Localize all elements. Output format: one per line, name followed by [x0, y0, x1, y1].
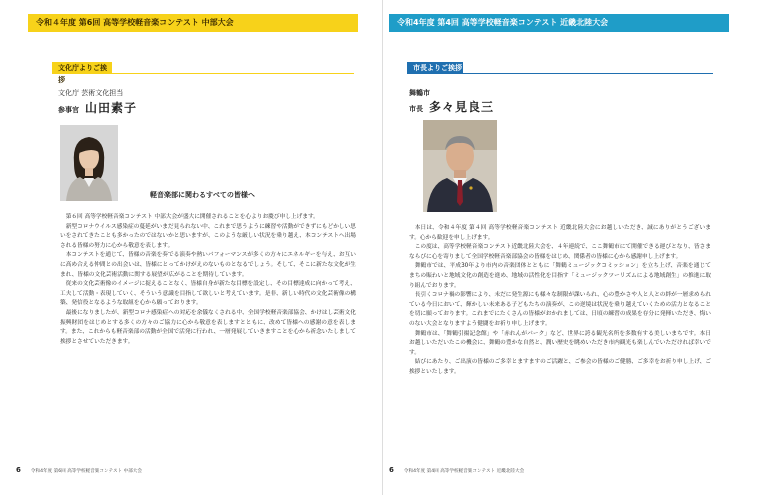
paragraph: 舞鶴市では、平成30年より市内の音楽団体とともに「舞鶴ミュージックコミッション」を立ち上げ、音楽を通じてまちの賑わいと地域文化の創造を進め、地域の活性化を目指す「ミュージックツーリズムによる地域創生」の推進に取り組んでおります。	[409, 263, 711, 289]
paragraph: 最後になりましたが、新型コロナ感染症への対応を余儀なくされる中、全国学校軽音楽部協会、かけはし芸術文化振興財団をはじめとする多くの方々のご協力に心から敬意を表しますとともに、改めて皆様への感謝の意を表します。また、これからも軽音楽部の活動が全国で活発に行われ、一層発展していきますことを心から祈念いたしまして挨拶とさせていただきます。	[60, 309, 356, 345]
portrait-photo	[60, 125, 118, 201]
paragraph: 第６回 高等学校軽音楽コンテスト 中部大会が盛大に開催されることを心よりお慶び申し上げます。	[65, 214, 319, 220]
paragraph: 従来の文化芸術像のイメージに捉えることなく、皆様自身が新たな目標を設定し、その目標達成に向かって考え、工夫して活動・表現していく、そういう意識を目指して欲しいと考えています。是非、新しい時代の文化芸術像の構築、発信役となるような取組を心から願っております。	[60, 281, 356, 307]
paragraph: 本コンテストを通じて、皆様の音楽を奏でる演奏や熱いパフォーマンスが多くの方々にエネルギーを与え、お互いに高め合える仲間との出会いは、皆様にとってかけがえのないものとなるでしょう。そして、そこに新たな文化が生まれ、皆様の文化芸術活動に関する展望が広がることを期待しています。	[60, 252, 356, 278]
right-page	[383, 0, 766, 495]
person-title: 参事官	[58, 106, 79, 114]
greeting-body	[409, 224, 711, 378]
footer-text: 令和4年度 第6回 高等学校軽音楽コンテスト 中部大会	[30, 469, 142, 474]
portrait-photo	[423, 120, 497, 212]
paragraph: 本日は、令和４年度 第４回 高等学校軽音楽コンテスト 近畿北陸大会にお越しいただき、誠にありがとうございます。心から歓迎を申し上げます。	[409, 225, 711, 241]
organization: 舞鶴市	[409, 89, 430, 97]
header-banner: 令和4年度 第4回 高等学校軽音楽コンテスト 近畿北陸大会	[389, 14, 729, 32]
page-footer	[16, 466, 142, 474]
footer-text: 令和4年度 第4回 高等学校軽音楽コンテスト 近畿北陸大会	[403, 469, 525, 474]
paragraph: 舞鶴市は、「舞鶴引揚記念館」や「赤れんがパーク」など、世界に誇る観光名所を多数有する美しいまちです。本日お越しいただいたこの機会に、舞鶴の豊かな自然と、潤い歴史を眺めいただき市内観光も楽しんでいただければ幸いです。	[409, 330, 711, 356]
paragraph: この度は、高等学校軽音楽コンテスト近畿北陸大会を、４年連続で、ここ舞鶴市にて開催できる運びとなり、皆さまならびに心を寄りまして全国学校軽音楽部協会の皆様をはじめ、関係者の皆様に心から感謝申し上げます。	[409, 244, 711, 260]
page-number: 6	[16, 466, 21, 474]
paragraph: 結びにあたり、ご出演の皆様のご多幸とますますのご活躍と、ご参会の皆様のご健勝、ご多幸をお祈り申し上げ、ご挨拶といたします。	[409, 359, 711, 375]
signatory	[409, 98, 494, 115]
section-label: 市長よりご挨拶	[407, 62, 463, 74]
greeting-subtitle: 軽音楽部に関わるすべての皆様へ	[150, 191, 255, 199]
person-title: 市長	[409, 105, 423, 113]
person-name: 山田素子	[85, 101, 138, 115]
section-label: 文化庁よりご挨拶	[52, 62, 112, 74]
paragraph: 新型コロナウイルス感染症の蔓延がいまだ見られない中、これまで思うように練習や活動ができずにもどかしい思いをされてきたことも多かったのではないかと思いますが、このような厳しい状況を乗り越え、本コンテストへ出場される皆様の努力に心から敬意を表します。	[60, 223, 356, 249]
paragraph: 長引くコロナ禍の影響により、未だに発生源にも様々な制限が課いられ、心の豊かさや人と人との絆が一層求められている今日において、輝かしい未来ある子どもたちの演奏が、この逆境は状況を乗り越えていくための活力となることを切に願っております。これまでにたくさんの皆様がおかれましては、日頃の練習の成果を存分に発揮いただき、悔いのない大会となりますよう健闘をお祈り申し上げます。	[409, 292, 711, 327]
header-banner: 令和４年度 第6回 高等学校軽音楽コンテスト 中部大会	[28, 14, 358, 32]
signatory	[58, 99, 137, 116]
greeting-body	[60, 213, 356, 347]
section-rule	[52, 73, 354, 74]
person-name: 多々見良三	[429, 100, 495, 114]
page-footer	[389, 466, 524, 474]
section-rule	[407, 73, 713, 74]
organization: 文化庁 芸術文化担当	[58, 89, 124, 97]
page-number: 6	[389, 466, 394, 474]
